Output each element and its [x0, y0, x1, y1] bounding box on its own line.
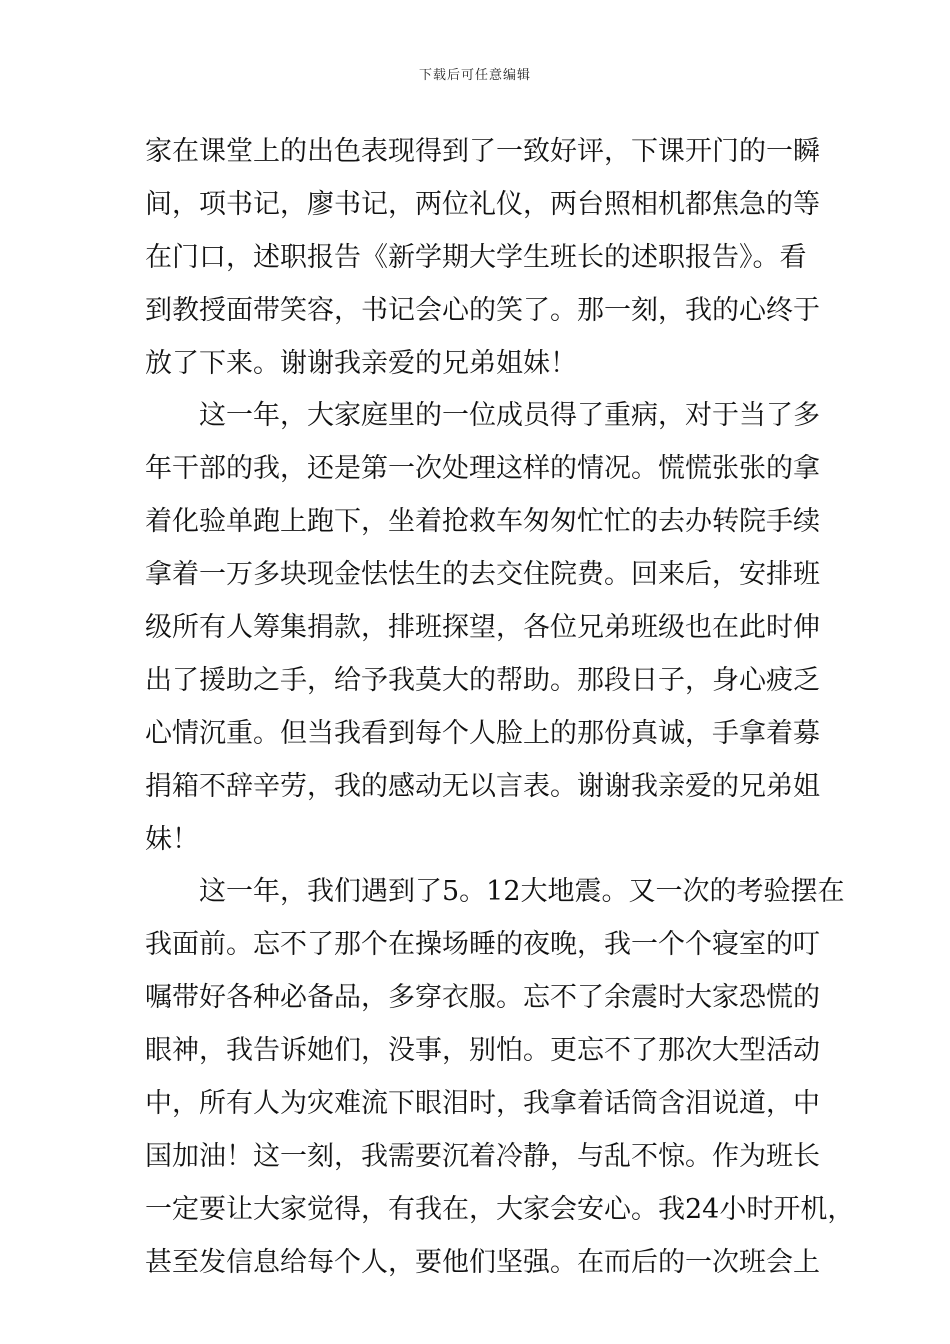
text-line: 放了下来。谢谢我亲爱的兄弟姐妹！: [145, 347, 577, 379]
text-line: 到教授面带笑容，书记会心的笑了。那一刻，我的心终于: [145, 294, 820, 326]
text-line: 国加油！这一刻，我需要沉着冷静，与乱不惊。作为班长: [145, 1140, 820, 1172]
text-line: 家在课堂上的出色表现得到了一致好评，下课开门的一瞬: [145, 136, 820, 167]
text-line: 年干部的我，还是第一次处理这样的情况。慌慌张张的拿: [145, 453, 820, 485]
text-line: 间，项书记，廖书记，两位礼仪，两台照相机都焦急的等: [145, 188, 820, 220]
paragraph-3: [145, 866, 855, 1289]
text-line: 着化验单跑上跑下，坐着抢救车匆匆忙忙的去办转院手续: [145, 506, 820, 538]
page-header: 下载后可任意编辑: [418, 68, 531, 83]
text-line: 一定要让大家觉得，有我在，大家会安心。我24小时开机，: [145, 1193, 855, 1225]
text-line: 出了援助之手，给予我莫大的帮助。那段日子，身心疲乏: [145, 664, 820, 696]
text-line: 这一年，我们遇到了5。12大地震。又一次的考验摆在: [199, 876, 845, 908]
text-line: 眼神，我告诉她们，没事，别怕。更忘不了那次大型活动: [145, 1035, 820, 1067]
text-line: 妹！: [145, 823, 199, 855]
document-body: [145, 126, 855, 1290]
paragraph-1: [145, 126, 820, 390]
text-line: 嘱带好各种必备品，多穿衣服。忘不了余震时大家恐慌的: [145, 982, 820, 1014]
text-line: 在门口，述职报告《新学期大学生班长的述职报告》。看: [145, 241, 807, 273]
text-line: 这一年，大家庭里的一位成员得了重病，对于当了多: [199, 400, 820, 432]
text-line: 我面前。忘不了那个在操场睡的夜晚，我一个个寝室的叮: [145, 929, 820, 961]
text-line: 捐箱不辞辛劳，我的感动无以言表。谢谢我亲爱的兄弟姐: [145, 770, 820, 802]
text-line: 中，所有人为灾难流下眼泪时，我拿着话筒含泪说道，中: [145, 1088, 820, 1120]
text-line: 拿着一万多块现金怯怯生的去交住院费。回来后，安排班: [145, 559, 820, 591]
text-line: 级所有人筹集捐款，排班探望，各位兄弟班级也在此时伸: [145, 612, 820, 644]
text-line: 甚至发信息给每个人，要他们坚强。在而后的一次班会上: [145, 1246, 820, 1278]
paragraph-2: [145, 390, 820, 866]
text-line: 心情沉重。但当我看到每个人脸上的那份真诚，手拿着募: [145, 717, 820, 749]
